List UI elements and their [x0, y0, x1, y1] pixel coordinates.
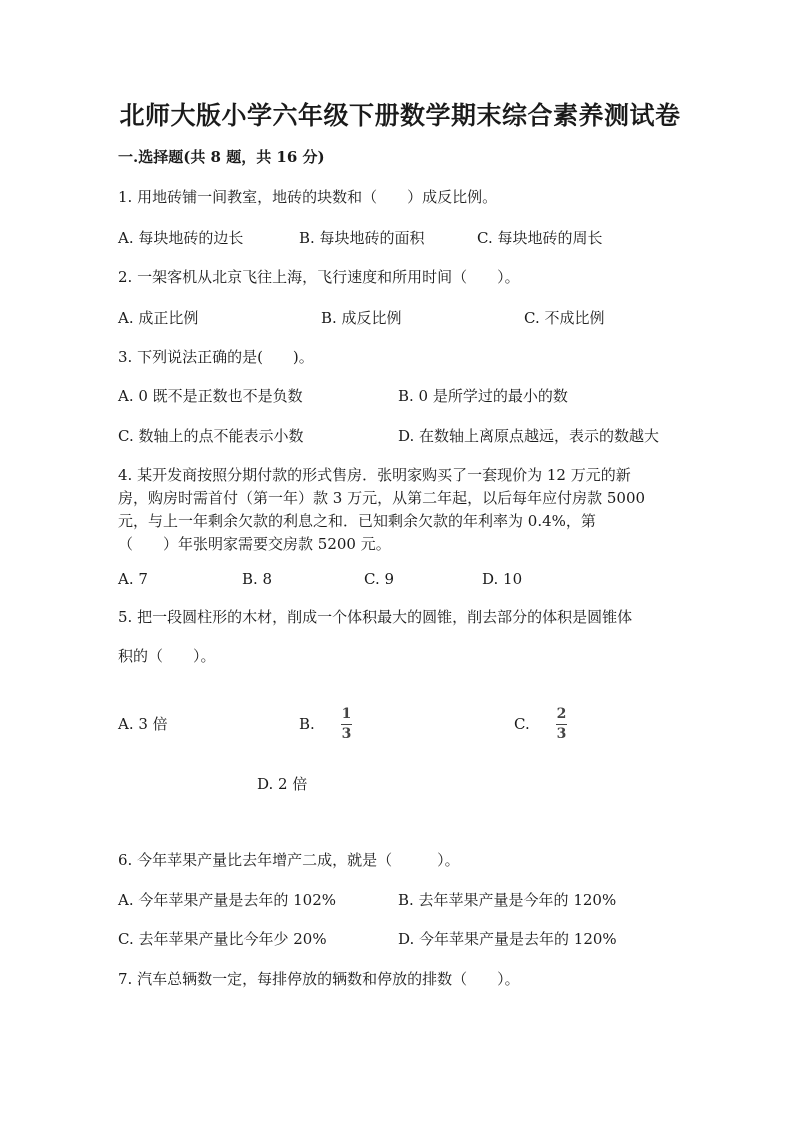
question-4-option-d: D. 10	[482, 570, 523, 588]
fraction-bar	[341, 724, 352, 725]
question-1-stem: 1. 用地砖铺一间教室，地砖的块数和（ ）成反比例。	[118, 188, 498, 206]
question-4-line-4: （ ）年张明家需要交房款 5200 元。	[118, 535, 391, 553]
question-6-option-b: B. 去年苹果产量是今年的 120%	[398, 891, 617, 909]
question-4-option-a: A. 7	[118, 570, 148, 588]
question-5-option-b-fraction	[341, 707, 352, 742]
question-4-option-b: B. 8	[242, 570, 273, 588]
question-5-option-c-fraction	[556, 707, 567, 742]
question-5-option-c-label: C.	[514, 715, 530, 733]
question-1-option-b: B. 每块地砖的面积	[299, 229, 425, 247]
fraction-numerator: 1	[341, 706, 352, 722]
question-2-stem: 2. 一架客机从北京飞往上海，飞行速度和所用时间（ ）。	[118, 268, 520, 286]
question-2-option-a: A. 成正比例	[118, 309, 199, 327]
question-5-option-b-label: B.	[299, 715, 315, 733]
question-6-stem: 6. 今年苹果产量比去年增产二成，就是（ ）。	[118, 851, 460, 869]
question-5-line-2: 积的（ ）。	[118, 647, 216, 665]
question-3-option-c: C. 数轴上的点不能表示小数	[118, 427, 304, 445]
question-2-option-c: C. 不成比例	[524, 309, 605, 327]
question-3-stem: 3. 下列说法正确的是( )。	[118, 348, 314, 366]
question-3-option-a: A. 0 既不是正数也不是负数	[118, 387, 303, 405]
page-title: 北师大版小学六年级下册数学期末综合素养测试卷	[119, 101, 681, 130]
question-1-option-c: C. 每块地砖的周长	[477, 229, 603, 247]
question-5-option-d: D. 2 倍	[257, 775, 308, 793]
question-3-option-b: B. 0 是所学过的最小的数	[398, 387, 568, 405]
question-4-line-2: 房，购房时需首付（第一年）款 3 万元，从第二年起，以后每年应付房款 5000	[118, 489, 646, 507]
fraction-bar	[556, 724, 567, 725]
question-2-option-b: B. 成反比例	[321, 309, 402, 327]
question-3-option-d: D. 在数轴上离原点越远，表示的数越大	[398, 427, 660, 445]
question-5-option-a: A. 3 倍	[118, 715, 168, 733]
question-6-option-d: D. 今年苹果产量是去年的 120%	[398, 930, 617, 948]
question-6-option-a: A. 今年苹果产量是去年的 102%	[118, 891, 337, 909]
question-1-option-a: A. 每块地砖的边长	[118, 229, 244, 247]
question-4-option-c: C. 9	[364, 570, 395, 588]
question-5-line-1: 5. 把一段圆柱形的木材，削成一个体积最大的圆锥，削去部分的体积是圆锥体	[118, 608, 633, 626]
fraction-denominator: 3	[341, 726, 352, 742]
question-4-line-1: 4. 某开发商按照分期付款的形式售房．张明家购买了一套现价为 12 万元的新	[118, 466, 631, 484]
question-6-option-c: C. 去年苹果产量比今年少 20%	[118, 930, 327, 948]
fraction-denominator: 3	[556, 726, 567, 742]
section-heading: 一.选择题(共 8 题，共 16 分)	[118, 148, 325, 166]
fraction-numerator: 2	[556, 706, 567, 722]
question-7-stem: 7. 汽车总辆数一定，每排停放的辆数和停放的排数（ ）。	[118, 970, 520, 988]
question-4-line-3: 元，与上一年剩余欠款的利息之和．已知剩余欠款的年利率为 0.4%，第	[118, 512, 596, 530]
